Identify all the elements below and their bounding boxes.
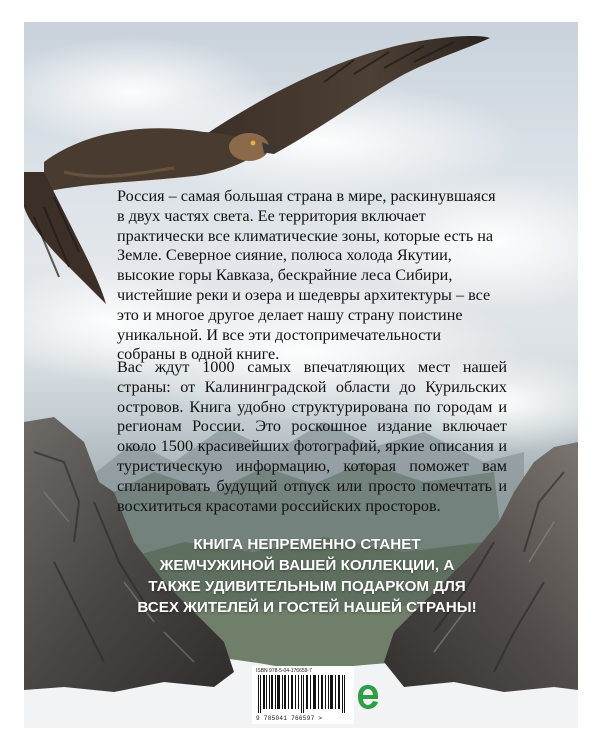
isbn-label: ISBN 978-5-04-176659-7 [256, 668, 312, 674]
highlight-paragraph: КНИГА НЕПРЕМЕННО СТАНЕТ ЖЕМЧУЖИНОЙ ВАШЕЙ КОЛЛЕКЦИИ, А ТАКЖЕ УДИВИТЕЛЬНЫМ ПОДАРКОМ ДЛЯ ВСЕХ ЖИТЕЛЕЙ И ГОСТЕЙ НАШЕЙ СТРАНЫ! [137, 536, 477, 616]
eksmo-logo-icon [357, 684, 379, 710]
description-paragraph-1: Россия – самая большая страна в мире, раскинувшаяся в двух частях света. Ее территория включает практически все климатические зоны, которые есть на Земле. Северное сияние, полюса холода Якутии, высокие горы Кавказа, бескрайние леса Сибири, чистейшие реки и озера и шедевры архитектуры – все это и многое другое делает нашу страну поистине уникальной. И все эти достопримечательности собраны в одной книге. [117, 187, 496, 364]
book-cover [24, 22, 578, 728]
barcode-number: 9 785041 766597 > [256, 715, 323, 722]
isbn-barcode [252, 666, 354, 724]
description-paragraph-2: Вас ждут 1000 самых впечатляющих мест нашей страны: от Калининградской области до Курильских островов. Книга удобно структурирована по городам и регионам России. Это роскошное издание включает около 1500 красивейших фотографий, яркие описания и туристическую информацию, которая поможет вам спланировать будущий отпуск или просто помечтать и восхититься красотами российских просторов. [117, 358, 507, 515]
barcode-bars [258, 675, 348, 713]
